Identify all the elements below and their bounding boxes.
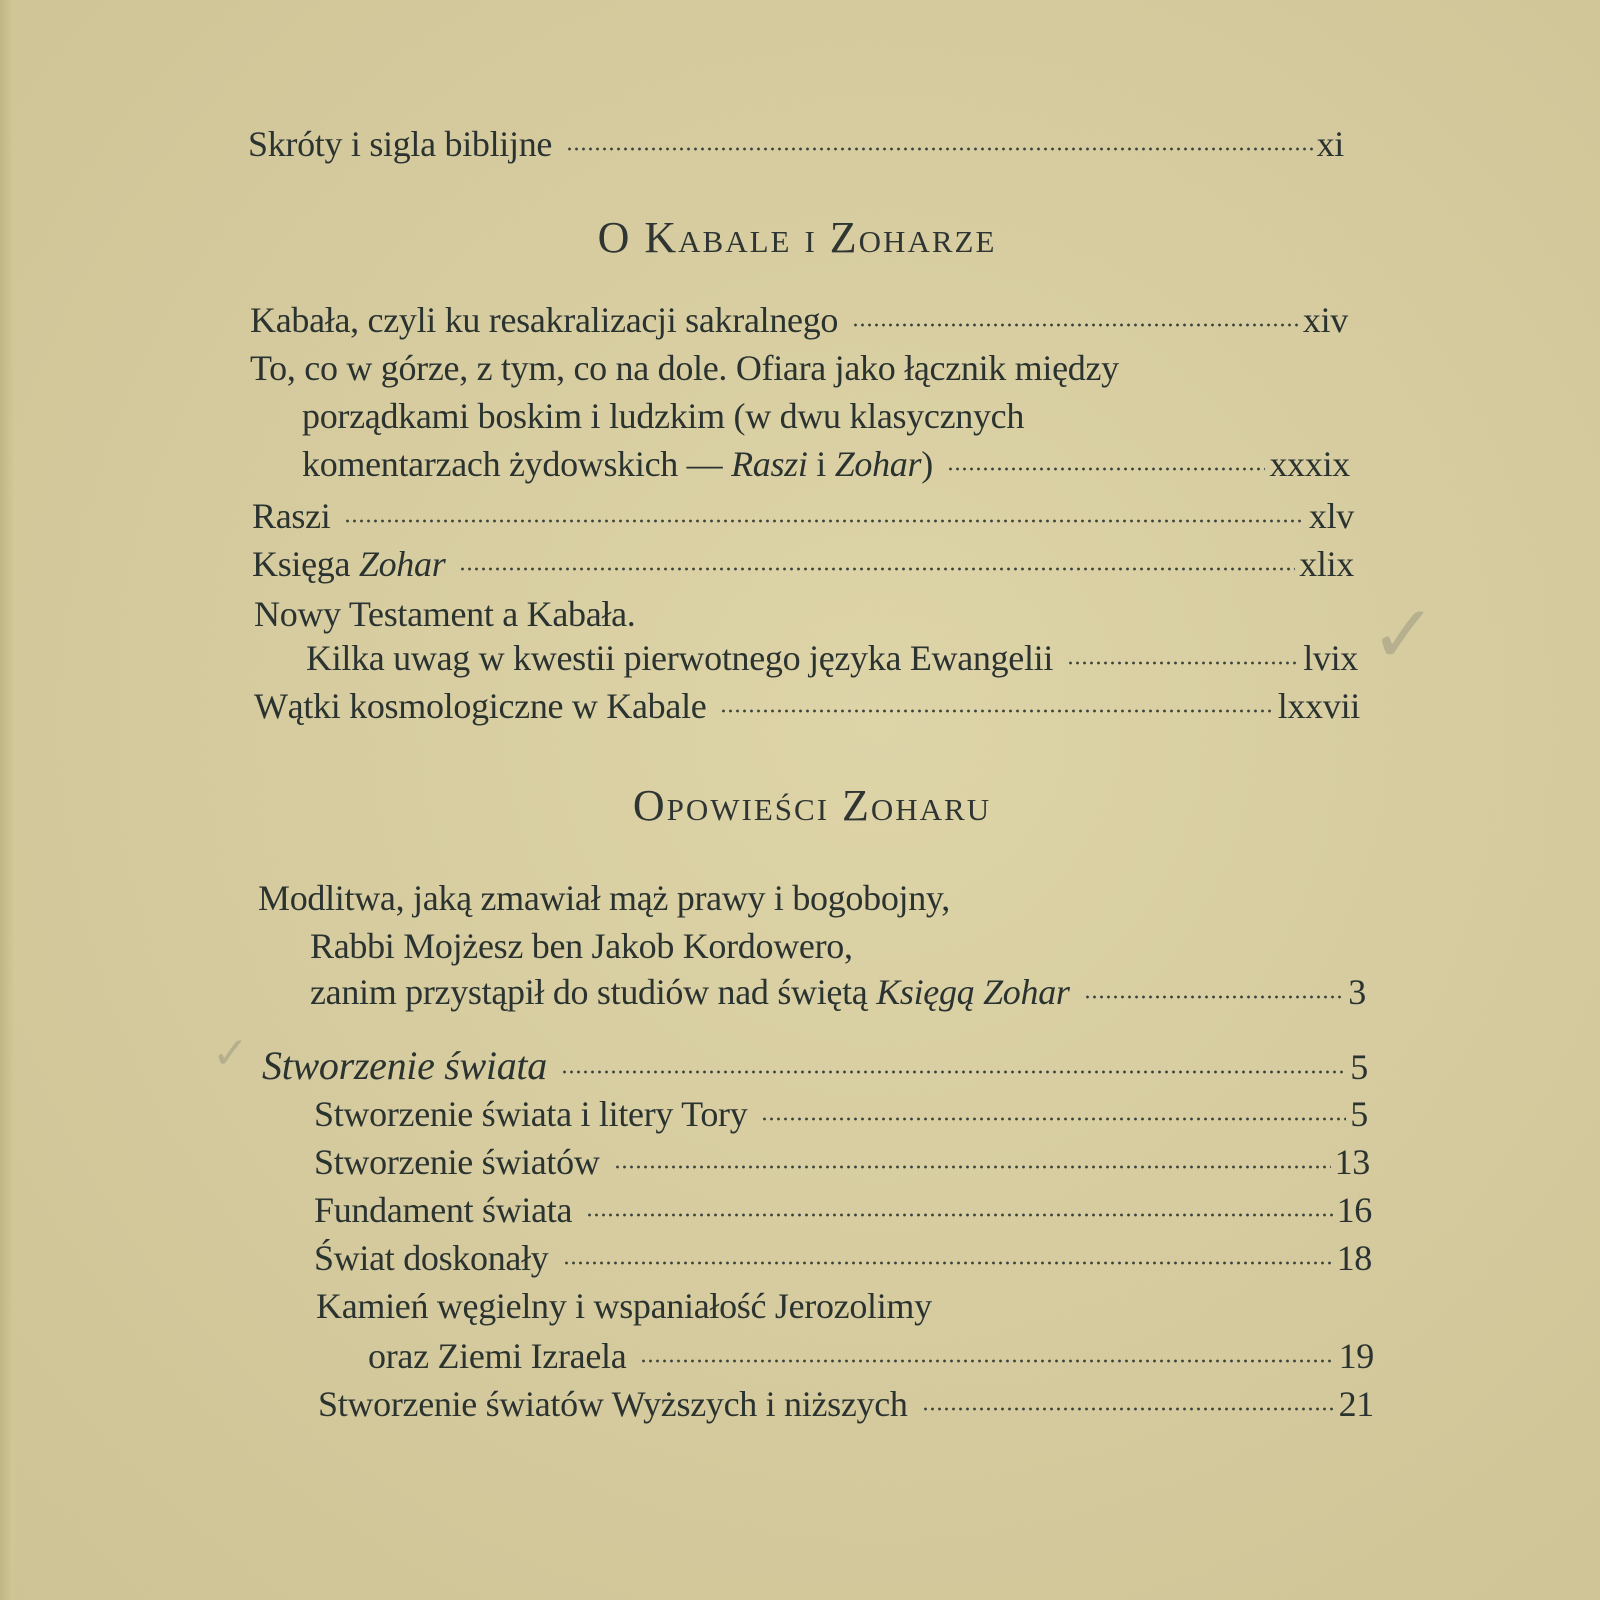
dot-leader — [720, 706, 1273, 716]
toc-entry-kamien[interactable] — [368, 1334, 1374, 1378]
title-italic-zohar: Zohar — [834, 444, 922, 484]
entry-title — [310, 970, 1070, 1014]
entry-page: 13 — [1334, 1142, 1370, 1182]
entry-title: Skróty i sigla biblijne — [248, 124, 553, 164]
toc-entry-litery-tory[interactable] — [314, 1092, 1368, 1136]
toc-entry-nowy-line1[interactable]: Nowy Testament a Kabała. — [254, 594, 636, 634]
entry-page: 5 — [1350, 1094, 1368, 1134]
entry-title: Stworzenie światów — [314, 1142, 600, 1182]
section-heading-opowiesci: Opowieści Zoharu — [632, 781, 992, 830]
title-italic: Zohar — [358, 544, 446, 584]
entry-page: xi — [1316, 124, 1344, 164]
toc-entry-modlitwa[interactable] — [310, 970, 1366, 1014]
toc-entry-fundament[interactable] — [314, 1188, 1372, 1232]
dot-leader — [947, 464, 1266, 474]
pencil-check-mark-icon: ✓ — [1370, 588, 1438, 681]
dot-leader — [852, 320, 1299, 330]
dot-leader — [1067, 658, 1299, 668]
toc-entry-kamien-line1[interactable]: Kamień węgielny i wspaniałość Jerozolimy — [316, 1286, 932, 1326]
entry-title: Kilka uwag w kwestii pierwotnego języka Ewangelii — [306, 638, 1054, 678]
pencil-check-mark-icon: ✓ — [212, 1028, 249, 1079]
title-part: Księga — [252, 544, 359, 584]
title-part: ) — [921, 444, 933, 484]
toc-entry-ksiega-zohar[interactable] — [252, 542, 1354, 586]
title-italic: Księgą Zohar — [876, 972, 1070, 1012]
entry-page: xxxix — [1269, 444, 1350, 484]
toc-entry-wyzszych[interactable] — [318, 1382, 1374, 1426]
entry-page: 21 — [1338, 1384, 1374, 1424]
entry-page: 5 — [1350, 1047, 1368, 1087]
dot-leader — [563, 1258, 1333, 1268]
entry-title: Stworzenie świata — [262, 1043, 547, 1088]
entry-title: Fundament świata — [314, 1190, 573, 1230]
toc-entry-swiat-doskonaly[interactable] — [314, 1236, 1372, 1280]
entry-title — [302, 442, 933, 486]
toc-entry-kabala[interactable] — [250, 298, 1348, 342]
dot-leader — [566, 144, 1313, 154]
dot-leader — [344, 516, 1304, 526]
dot-leader — [459, 564, 1295, 574]
toc-entry-raszi[interactable] — [252, 494, 1354, 538]
dot-leader — [1084, 992, 1345, 1002]
dot-leader — [561, 1067, 1346, 1077]
toc-entry-stworzenie-swiata[interactable] — [262, 1044, 1368, 1089]
dot-leader — [922, 1404, 1335, 1414]
entry-page: lvix — [1303, 638, 1358, 678]
toc-entry-watki[interactable] — [254, 684, 1360, 728]
entry-page: lxxvii — [1277, 686, 1360, 726]
entry-page: xlix — [1299, 544, 1354, 584]
entry-title: Raszi — [252, 496, 331, 536]
entry-title — [252, 542, 445, 586]
entry-title: Stworzenie światów Wyższych i niższych — [318, 1384, 908, 1424]
entry-page: 18 — [1336, 1238, 1372, 1278]
entry-page: 3 — [1348, 972, 1366, 1012]
toc-entry-skroty[interactable] — [248, 122, 1344, 166]
entry-page: 16 — [1336, 1190, 1372, 1230]
title-part: zanim przystąpił do studiów nad świętą — [310, 972, 877, 1012]
toc-entry-ofiara-line2[interactable]: porządkami boskim i ludzkim (w dwu klasycznych — [302, 396, 1025, 436]
dot-leader — [614, 1162, 1331, 1172]
entry-title: Stworzenie świata i litery Tory — [314, 1094, 748, 1134]
entry-title: Kabała, czyli ku resakralizacji sakralnego — [250, 300, 839, 340]
title-italic-raszi: Raszi — [731, 444, 808, 484]
toc-entry-ofiara[interactable] — [302, 442, 1350, 486]
dot-leader — [761, 1114, 1346, 1124]
dot-leader — [640, 1356, 1334, 1366]
title-part: komentarzach żydowskich — — [302, 444, 732, 484]
toc-entry-nowy-testament[interactable] — [306, 636, 1358, 680]
entry-title: Wątki kosmologiczne w Kabale — [254, 686, 707, 726]
section-heading-kabala: O Kabale i Zoharze — [597, 213, 997, 262]
toc-entry-modlitwa-line2[interactable]: Rabbi Mojżesz ben Jakob Kordowero, — [310, 926, 853, 966]
title-part: i — [807, 444, 835, 484]
toc-entry-ofiara-line1[interactable]: To, co w górze, z tym, co na dole. Ofiara jako łącznik między — [250, 348, 1119, 388]
toc-entry-stworzenie-swiatow[interactable] — [314, 1140, 1370, 1184]
dot-leader — [586, 1210, 1332, 1220]
entry-title: oraz Ziemi Izraela — [368, 1336, 627, 1376]
entry-page: xlv — [1308, 496, 1354, 536]
entry-page: 19 — [1338, 1336, 1374, 1376]
entry-title: Świat doskonały — [314, 1238, 549, 1278]
toc-entry-modlitwa-line1[interactable]: Modlitwa, jaką zmawiał mąż prawy i bogobojny, — [258, 878, 950, 918]
entry-page: xiv — [1302, 300, 1348, 340]
